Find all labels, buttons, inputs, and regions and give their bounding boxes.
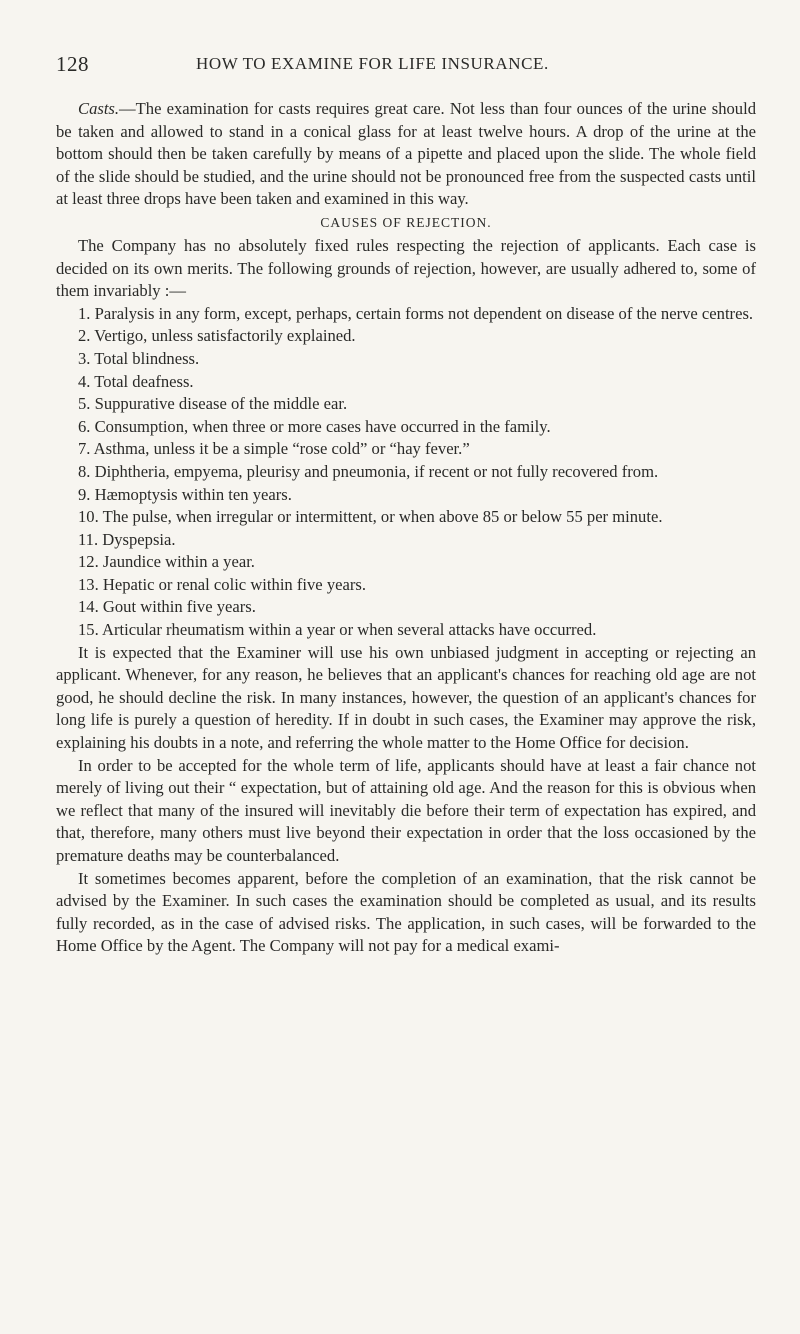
body-text (56, 98, 756, 958)
casts-title: Casts. (78, 99, 120, 118)
cause-item-5: 5. Suppurative disease of the middle ear. (78, 394, 348, 414)
casts-paragraph (56, 98, 756, 211)
cause-item-14: 14. Gout within five years. (78, 597, 256, 617)
incomplete-examination-paragraph: It sometimes becomes apparent, before the completion of an examination, that the risk cannot be advised by the Examiner. In such cases the examination should be completed as usual, and its results fully recorded, as in the case of advised risks. The application, in such cases, will be forwarded to the Home Office by the Agent. The Company will not pay for a medical exami- (56, 868, 756, 956)
section-heading: CAUSES OF REJECTION. (320, 214, 492, 230)
casts-text: —The examination for casts requires great care. Not less than four ounces of the urine should be taken and allowed to stand in a conical glass for at least twelve hours. A drop of the urine at the bottom should then be taken carefully by means of a pipette and placed upon the slide. The whole field of the slide should be studied, and the urine should not be pronounced free from the suspected casts until at least three drops have been taken and examined in this way. (56, 99, 756, 209)
cause-item-9: 9. Hæmoptysis within ten years. (78, 484, 292, 504)
cause-item-6: 6. Consumption, when three or more cases have occurred in the family. (78, 416, 551, 436)
cause-item-10: 10. The pulse, when irregular or intermittent, or when above 85 or below 55 per minute. (78, 507, 663, 527)
cause-item-12: 12. Jaundice within a year. (78, 552, 255, 572)
cause-item-1: 1. Paralysis in any form, except, perhaps, certain forms not dependent on disease of the nerve centres. (78, 303, 754, 323)
cause-item-7: 7. Asthma, unless it be a simple “rose cold” or “hay fever.” (78, 439, 470, 459)
cause-item-2: 2. Vertigo, unless satisfactorily explained. (78, 326, 356, 346)
running-title: HOW TO EXAMINE FOR LIFE INSURANCE. (196, 54, 549, 73)
whole-term-paragraph: In order to be accepted for the whole term of life, applicants should have at least a fair chance not merely of living out their “ expectation, but of attaining old age. And the reason for this is obvious when we reflect that many of the insured will inevitably die before their term of expectation has expired, and that, therefore, many others must live beyond their expectation in order that the loss occasioned by the premature deaths may be counterbalanced. (56, 755, 756, 865)
cause-item-3: 3. Total blindness. (78, 348, 200, 368)
intro-paragraph: The Company has no absolutely fixed rules respecting the rejection of applicants. Each case is decided on its own merits. The following grounds of rejection, however, are usually adhered to, some of them invariably :— (56, 235, 756, 301)
book-page (56, 52, 756, 958)
cause-item-13: 13. Hepatic or renal colic within five years. (78, 574, 366, 594)
examiner-judgment-paragraph: It is expected that the Examiner will use his own unbiased judgment in accepting or rejecting an applicant. Whenever, for any reason, he believes that an applicant's chances for reaching old age are not good, he should decline the risk. In many instances, however, the question of an applicant's chances for long life is purely a question of heredity. If in doubt in such cases, the Examiner may approve the risk, explaining his doubts in a note, and referring the whole matter to the Home Office for decision. (56, 642, 756, 753)
page-number: 128 (56, 52, 89, 76)
cause-item-4: 4. Total deafness. (78, 371, 194, 391)
cause-item-11: 11. Dyspepsia. (78, 529, 176, 549)
cause-item-15: 15. Articular rheumatism within a year or when several attacks have occurred. (78, 620, 597, 640)
cause-item-8: 8. Diphtheria, empyema, pleurisy and pneumonia, if recent or not fully recovered from. (78, 461, 659, 481)
running-head (56, 52, 756, 78)
